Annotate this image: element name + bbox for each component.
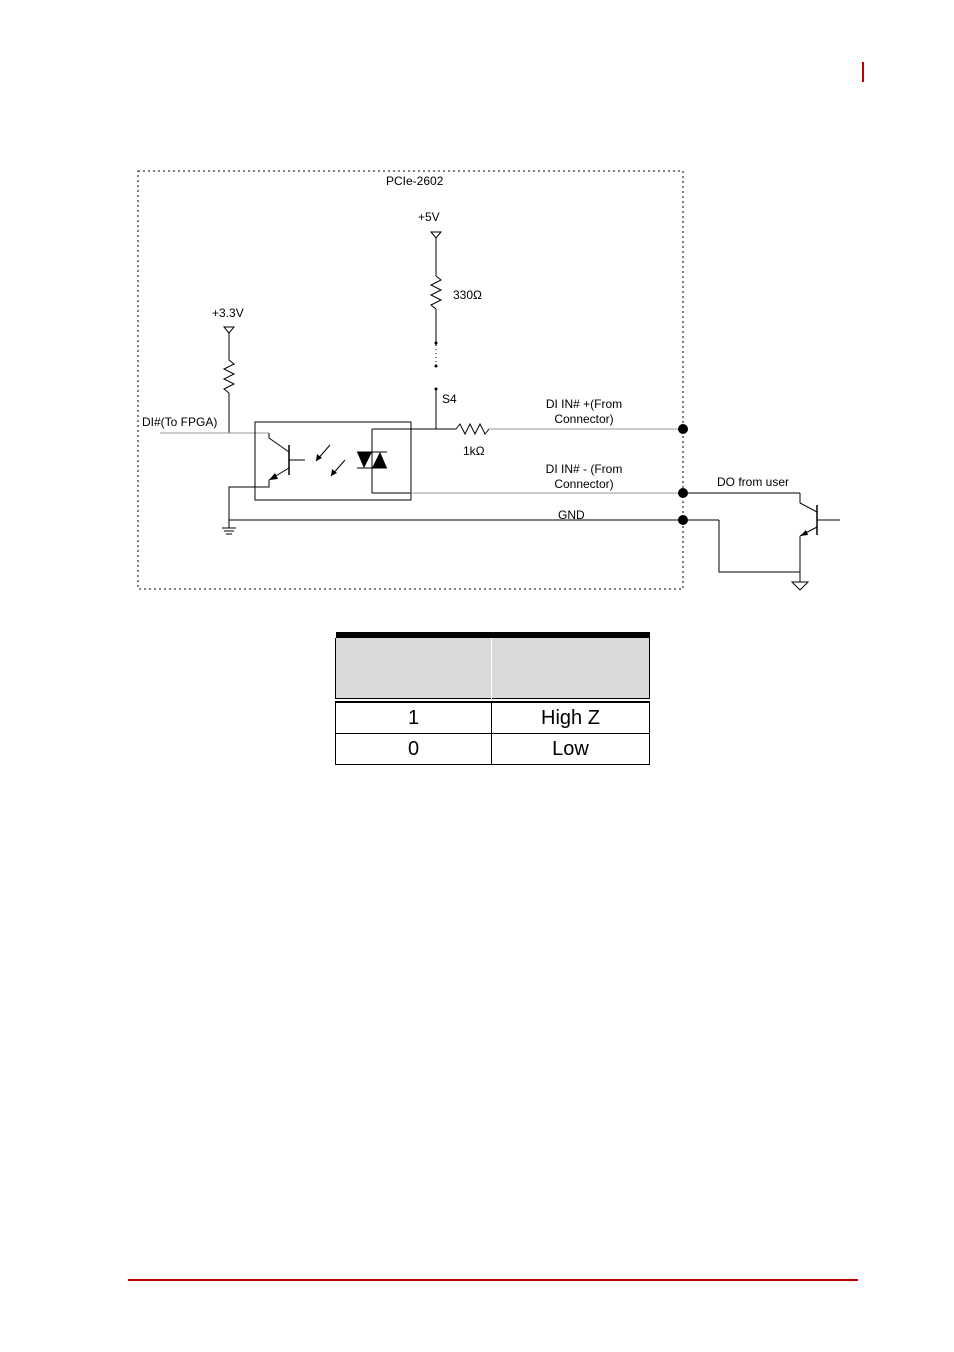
footer-rule <box>128 1279 858 1281</box>
res1k-label: 1kΩ <box>463 444 485 458</box>
di-minus-label-1: DI IN# - (From <box>545 462 623 476</box>
opto-isolated-input-schematic <box>0 0 954 620</box>
di-plus-label-2: Connector) <box>554 412 614 426</box>
di-plus-terminal <box>678 424 688 434</box>
do-label: DO from user <box>717 475 790 489</box>
gnd-label: GND <box>558 508 585 522</box>
input-cell: 0 <box>336 734 492 765</box>
resistor-1k-icon <box>456 424 489 434</box>
di-plus-label-1: DI IN# +(From <box>545 397 623 411</box>
resistor-330-icon <box>431 276 441 309</box>
board-boundary <box>138 171 683 589</box>
vcc33-supply-icon <box>224 327 234 333</box>
res330-label: 330Ω <box>453 288 482 302</box>
table-header-row <box>336 638 650 699</box>
external-ground-icon <box>792 582 808 590</box>
output-truth-table <box>335 632 650 765</box>
state-cell: Low <box>492 734 650 765</box>
di-minus-terminal <box>678 488 688 498</box>
di-minus-label-2: Connector) <box>554 477 614 491</box>
input-cell: 1 <box>336 702 492 734</box>
vcc33-label: +3.3V <box>212 306 244 320</box>
state-cell: High Z <box>492 702 650 734</box>
optocoupler-icon <box>255 422 411 500</box>
table-row <box>336 734 650 765</box>
vcc5-label: +5V <box>418 210 440 224</box>
switch-label: S4 <box>442 392 457 406</box>
table-row <box>336 702 650 734</box>
board-label: PCIe-2602 <box>386 174 444 188</box>
pullup-resistor-icon <box>224 360 234 393</box>
fpga-label: DI#(To FPGA) <box>142 415 218 429</box>
vcc5-supply-icon <box>431 232 441 238</box>
gnd-terminal <box>678 515 688 525</box>
